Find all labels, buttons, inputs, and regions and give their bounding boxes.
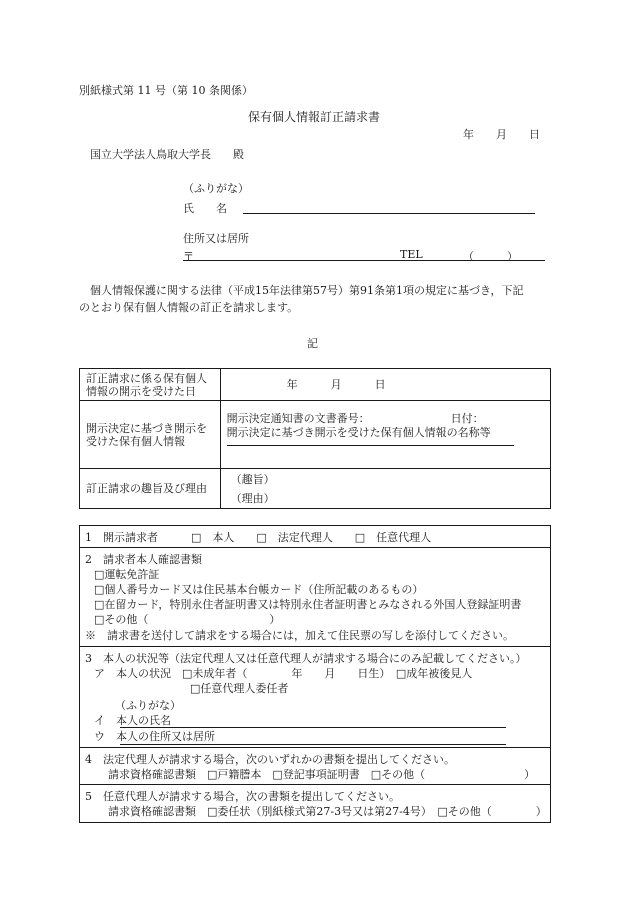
list-item: □個人番号カード又は住民基本台帳カード（住所記載のあるもの） [94,583,424,596]
section-2-id-documents: 2 請求者本人確認書類 □運転免許証 □個人番号カード又は住民基本台帳カード（住所記載のあるもの） □在留カード，特別永住者証明書又は特別永住者証明書とみなされる外国人登録証明書 □その他（ ） ※ 請求書を送付して請求をする場合には，加えて住民票の写しを添付してください。 [80,548,550,647]
table-row [80,369,551,401]
section-5-voluntary-agent: 5 任意代理人が請求する場合，次の書類を提出してください。 請求資格確認書類 □委任状（別紙様式第27-3号又は第27-4号） □その他（ ） [85,790,547,818]
correction-request-table [79,368,551,509]
section-1-requester: 1 開示請求者 □ 本人 □ 法定代理人 □ 任意代理人 [80,526,550,548]
section-3-principal-status: 3 本人の状況等（法定代理人又は任意代理人が請求する場合にのみ記載してください。） ア 本人の状況 □未成年者（ 年 月 日生） □成年被後見人 □任意代理人委任者 （ふりがな） イ 本人の氏名 ウ 本人の住所又は居所 [80,647,550,748]
date-line: 年 月 日 [463,128,540,141]
list-item: □運転免許証 [94,568,160,581]
postal-mark: 〒 [183,250,194,263]
disclosure-date-value: 年 月 日 [220,369,550,401]
name-underline [243,213,535,214]
list-item: □その他（ ） [94,613,281,626]
list-item: □在留カード，特別永住者証明書又は特別永住者証明書とみなされる外国人登録証明書 [94,598,522,611]
ki-mark: 記 [307,337,318,350]
tel-parens: （ ） [463,250,518,263]
section-4-legal-agent: 4 法定代理人が請求する場合，次のいずれかの書類を提出してください。 請求資格確認書類 □戸籍謄本 □登記事項証明書 □その他（ ） [80,748,550,785]
requester-details-box [79,525,551,823]
note: ※ 請求書を送付して請求をする場合には，加えて住民票の写しを添付してください。 [85,629,514,642]
addressee: 国立大学法人鳥取大学長 殿 [90,148,244,161]
furigana-label: （ふりがな） [183,182,249,195]
disclosure-date-label: 訂正請求に係る保有個人 情報の開示を受けた日 [80,369,221,401]
tel-label: TEL [400,248,423,261]
disclosed-info-value: 開示決定通知書の文書番号： 日付： 開示決定に基づき開示を受けた保有個人情報の名称等 [220,401,550,469]
purpose-reason-label: 訂正請求の趣旨及び理由 [80,469,221,509]
disclosed-info-label: 開示決定に基づき開示を 受けた保有個人情報 [80,401,221,469]
document-title: 保有個人情報訂正請求書 [248,110,381,124]
body-paragraph-line1: 個人情報保護に関する法律（平成15年法律第57号）第91条第1項の規定に基づき，下記 [90,284,524,297]
table-row [80,469,551,509]
form-number: 別紙様式第 11 号（第 10 条関係） [79,84,253,97]
body-paragraph-line2: のとおり保有個人情報の訂正を請求します。 [79,301,299,314]
table-row [80,401,551,469]
address-underline [183,260,545,261]
purpose-reason-value: （趣旨） （理由） [220,469,550,509]
name-label: 氏 名 [183,202,227,215]
address-label: 住所又は居所 [183,232,249,245]
